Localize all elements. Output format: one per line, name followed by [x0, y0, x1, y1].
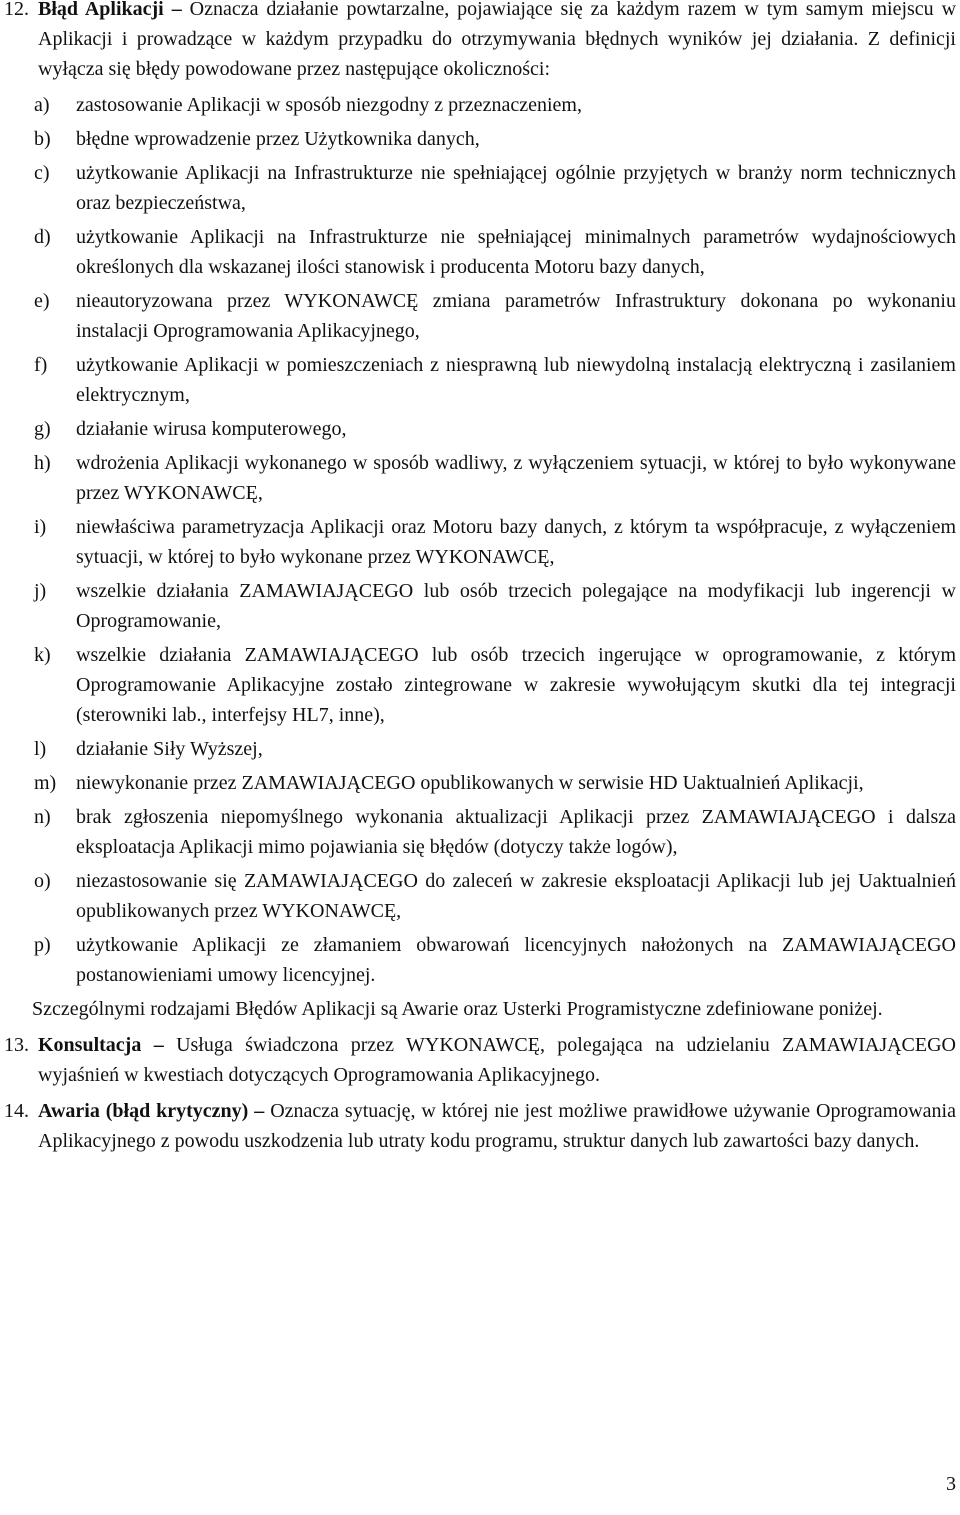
list-item: [4, 350, 956, 410]
list-item-text: działanie Siły Wyższej,: [76, 738, 263, 760]
list-marker: l): [34, 738, 47, 760]
list-item-text: użytkowanie Aplikacji na Infrastrukturze nie spełniającej ogólnie przyjętych w branży norm technicznych oraz bezpieczeństwa,: [76, 162, 956, 214]
list-marker: m): [34, 772, 57, 794]
list-item: [4, 222, 956, 282]
list-item: [4, 576, 956, 636]
section-body: [4, 0, 956, 84]
list-item-text: niewłaściwa parametryzacja Aplikacji oraz Motoru bazy danych, z którym ta współpracuje, z wyłączeniem sytuacji, w której to było wykonane przez WYKONAWCĘ,: [76, 516, 956, 568]
list-item: [4, 640, 956, 730]
list-item-text: błędne wprowadzenie przez Użytkownika danych,: [76, 128, 480, 150]
list-item: [4, 734, 956, 764]
list-marker: a): [34, 94, 50, 116]
list-item-text: użytkowanie Aplikacji ze złamaniem obwarowań licencyjnych nałożonych na ZAMAWIAJĄCEGO postanowieniami umowy licencyjnej.: [76, 934, 956, 986]
term-dash: –: [153, 1034, 164, 1056]
term: Awaria (błąd krytyczny): [38, 1100, 249, 1122]
list-item-text: niezastosowanie się ZAMAWIAJĄCEGO do zaleceń w zakresie eksploatacji Aplikacji lub jej Uaktualnień opublikowanych przez WYKONAWCĘ,: [76, 870, 956, 922]
section-14: [4, 1096, 956, 1156]
list-item: [4, 124, 956, 154]
section-body: [4, 1030, 956, 1090]
list-item-text: działanie wirusa komputerowego,: [76, 418, 347, 440]
term-dash: –: [171, 0, 182, 20]
definition-text: Usługa świadczona przez WYKONAWCĘ, polegająca na udzielaniu ZAMAWIAJĄCEGO wyjaśnień w kwestiach dotyczących Oprogramowania Aplikacyjnego.: [38, 1034, 956, 1086]
list-item-text: nieautoryzowana przez WYKONAWCĘ zmiana parametrów Infrastruktury dokonana po wykonaniu instalacji Oprogramowania Aplikacyjnego,: [76, 290, 956, 342]
list-item-text: brak zgłoszenia niepomyślnego wykonania aktualizacji Aplikacji przez ZAMAWIAJĄCEGO i dalsza eksploatacja Aplikacji mimo pojawiania się błędów (dotyczy także logów),: [76, 806, 956, 858]
list-item: [4, 768, 956, 798]
list-marker: k): [34, 644, 51, 666]
definition-text: Oznacza sytuację, w której nie jest możliwe prawidłowe używanie Oprogramowania Aplikacyjnego z powodu uszkodzenia lub utraty kodu programu, struktur danych lub zawartości bazy danych.: [38, 1100, 956, 1152]
section-number: 14.: [4, 1100, 29, 1122]
list-marker: o): [34, 870, 51, 892]
list-marker: g): [34, 418, 51, 440]
list-marker: j): [34, 580, 47, 602]
list-item-text: niewykonanie przez ZAMAWIAJĄCEGO opublikowanych w serwisie HD Uaktualnień Aplikacji,: [76, 772, 864, 794]
list-marker: d): [34, 226, 51, 248]
list-item-text: użytkowanie Aplikacji na Infrastrukturze nie spełniającej minimalnych parametrów wydajnościowych określonych dla wskazanej ilości stanowisk i producenta Motoru bazy danych,: [76, 226, 956, 278]
exclusions-list: [4, 90, 956, 990]
list-item: [4, 930, 956, 990]
section-number: 13.: [4, 1034, 29, 1056]
section-12-note: Szczególnymi rodzajami Błędów Aplikacji są Awarie oraz Usterki Programistyczne zdefiniowane poniżej.: [32, 998, 883, 1020]
list-item-text: użytkowanie Aplikacji w pomieszczeniach z niesprawną lub niewydolną instalacją elektryczną i zasilaniem elektrycznym,: [76, 354, 956, 406]
list-marker: e): [34, 290, 50, 312]
list-item: [4, 512, 956, 572]
document-page: [4, 0, 956, 1156]
list-item: [4, 414, 956, 444]
section-number: 12.: [4, 0, 29, 20]
list-item: [4, 158, 956, 218]
list-marker: p): [34, 934, 51, 956]
term: Błąd Aplikacji: [38, 0, 164, 20]
list-marker: n): [34, 806, 51, 828]
term-dash: –: [254, 1100, 265, 1122]
definition-text: Oznacza działanie powtarzalne, pojawiające się za każdym razem w tym samym miejscu w Aplikacji i prowadzące w każdym przypadku do otrzymywania błędnych wyników jej działania. Z definicji wyłącza się błędy powodowane przez następujące okoliczności:: [38, 0, 957, 80]
list-marker: i): [34, 516, 47, 538]
list-marker: c): [34, 162, 50, 184]
list-marker: f): [34, 354, 48, 376]
page-number: 3: [946, 1473, 956, 1495]
list-item-text: wszelkie działania ZAMAWIAJĄCEGO lub osób trzecich polegające na modyfikacji lub ingerencji w Oprogramowanie,: [76, 580, 956, 632]
list-item-text: wszelkie działania ZAMAWIAJĄCEGO lub osób trzecich ingerujące w oprogramowanie, z którym Oprogramowanie Aplikacyjne zostało zintegrowane w zakresie wywołującym skutki dla tej integracji (sterowniki lab., interfejsy HL7, inne),: [76, 644, 956, 726]
section-12: [4, 0, 956, 84]
section-13: [4, 1030, 956, 1090]
list-item: [4, 448, 956, 508]
list-item: [4, 90, 956, 120]
list-item: [4, 802, 956, 862]
list-item: [4, 866, 956, 926]
list-marker: h): [34, 452, 51, 474]
section-body: [4, 1096, 956, 1156]
list-item: [4, 286, 956, 346]
list-marker: b): [34, 128, 51, 150]
term: Konsultacja: [38, 1034, 142, 1056]
list-item-text: zastosowanie Aplikacji w sposób niezgodny z przeznaczeniem,: [76, 94, 582, 116]
list-item-text: wdrożenia Aplikacji wykonanego w sposób wadliwy, z wyłączeniem sytuacji, w której to było wykonywane przez WYKONAWCĘ,: [76, 452, 956, 504]
